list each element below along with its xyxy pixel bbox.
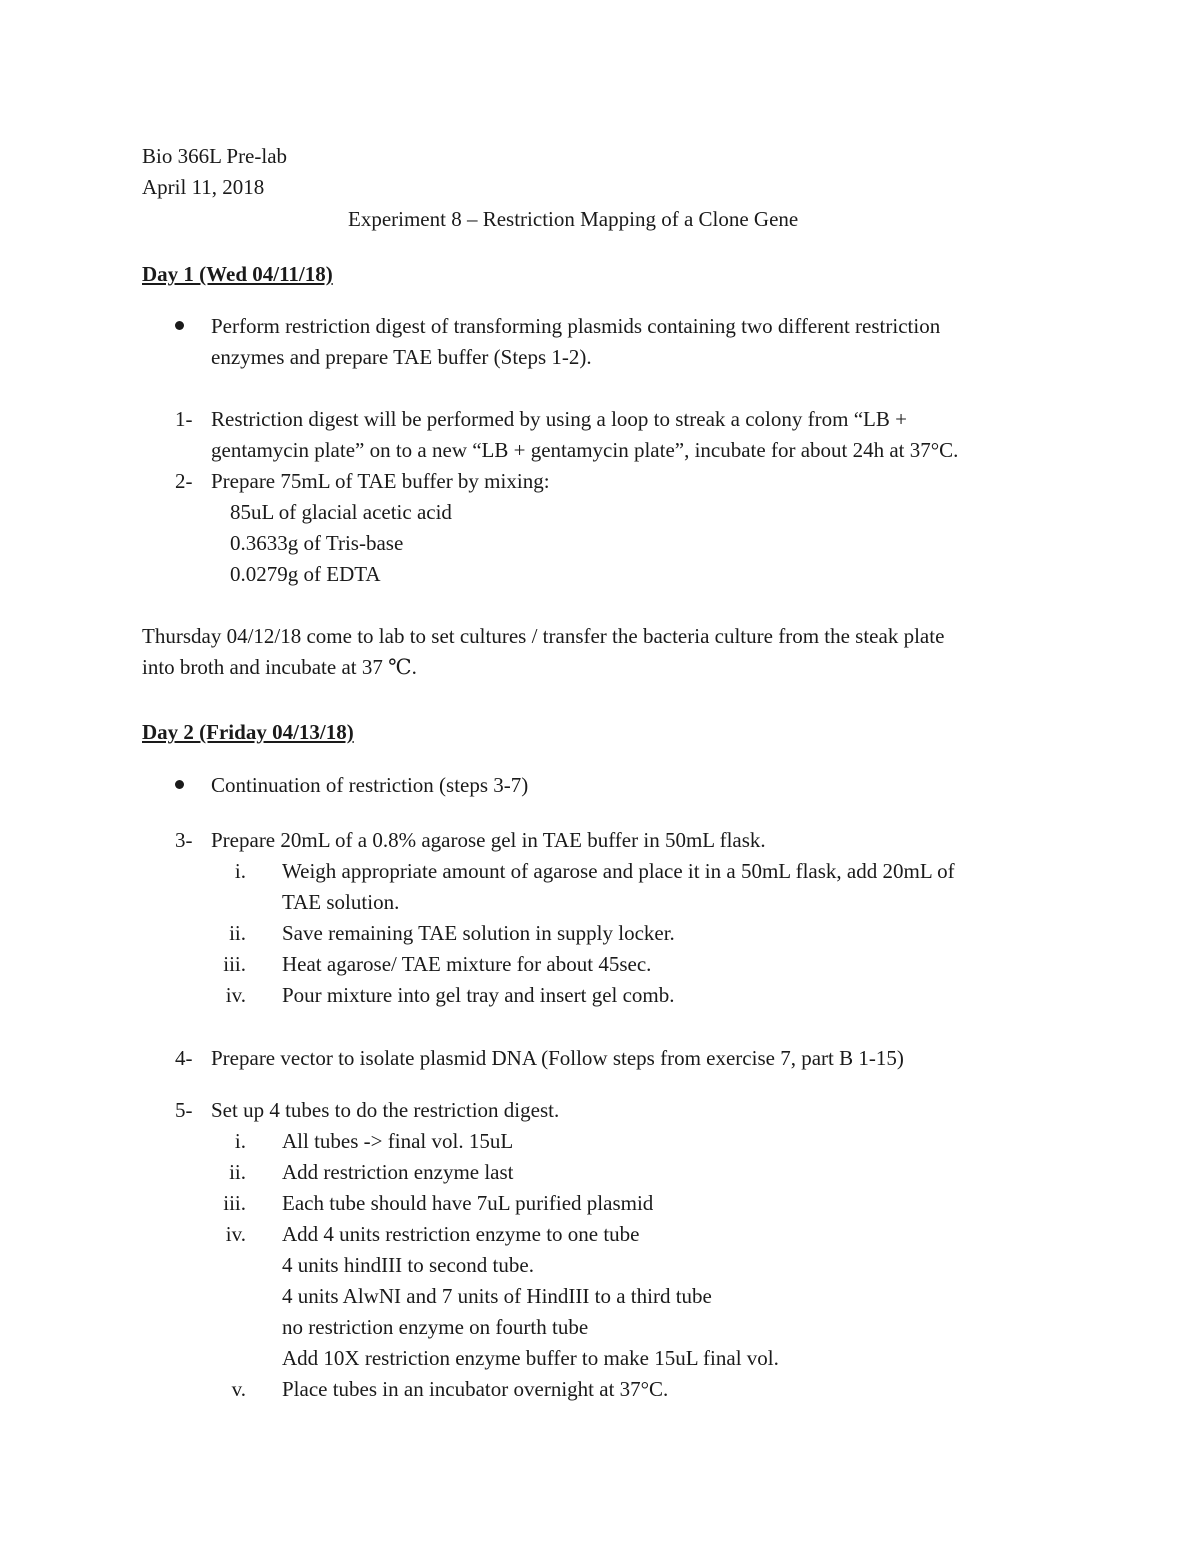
step-number: 5- — [175, 1098, 193, 1122]
bullet-icon — [175, 780, 184, 789]
sub-number: i. — [234, 859, 246, 883]
sub-number: iii. — [223, 1191, 246, 1215]
sub-number: iv. — [225, 983, 246, 1007]
day1-heading: Day 1 (Wed 04/11/18) — [142, 262, 333, 286]
step-number: 3- — [175, 828, 193, 852]
step-number: 1- — [175, 407, 193, 431]
step5-sub-line: 4 units AlwNI and 7 units of HindIII to a third tube — [282, 1284, 712, 1308]
step5-sub-line: All tubes -> final vol. 15uL — [282, 1129, 514, 1153]
step-number: 2- — [175, 469, 193, 493]
day1-bullet-line1: Perform restriction digest of transforming plasmids containing two different restriction — [211, 314, 941, 338]
sub-number: ii. — [229, 1160, 246, 1184]
bullet-icon — [175, 321, 184, 330]
step4-text: Prepare vector to isolate plasmid DNA (Follow steps from exercise 7, part B 1-15) — [211, 1046, 904, 1070]
step5-sub-line: Place tubes in an incubator overnight at 37°C. — [282, 1377, 669, 1401]
day2-heading: Day 2 (Friday 04/13/18) — [142, 720, 354, 744]
step2-line1: Prepare 75mL of TAE buffer by mixing: — [211, 469, 550, 493]
step2-item: 0.0279g of EDTA — [230, 562, 381, 586]
step-number: 4- — [175, 1046, 193, 1070]
step3-text: Prepare 20mL of a 0.8% agarose gel in TAE buffer in 50mL flask. — [211, 828, 766, 852]
sub-number: v. — [231, 1377, 246, 1401]
step3-sub-line: Heat agarose/ TAE mixture for about 45sec. — [282, 952, 652, 976]
step5-sub-line: Add restriction enzyme last — [282, 1160, 514, 1184]
step1-line2: gentamycin plate” on to a new “LB + gentamycin plate”, incubate for about 24h at 37°C. — [211, 438, 959, 462]
step5-sub-line: Add 10X restriction enzyme buffer to make 15uL final vol. — [282, 1346, 779, 1370]
sub-number: i. — [234, 1129, 246, 1153]
step2-item: 85uL of glacial acetic acid — [230, 500, 452, 524]
step3-sub-line: TAE solution. — [282, 890, 400, 914]
step5-sub-line: Each tube should have 7uL purified plasmid — [282, 1191, 654, 1215]
step5-sub-line: 4 units hindIII to second tube. — [282, 1253, 534, 1277]
step1-line1: Restriction digest will be performed by using a loop to streak a colony from “LB + — [211, 407, 907, 431]
sub-number: ii. — [229, 921, 246, 945]
course-title: Bio 366L Pre-lab — [142, 144, 288, 168]
step3-sub-line: Weigh appropriate amount of agarose and place it in a 50mL flask, add 20mL of — [282, 859, 955, 883]
step3-sub-line: Save remaining TAE solution in supply locker. — [282, 921, 675, 945]
sub-number: iv. — [225, 1222, 246, 1246]
day1-bullet-line2: enzymes and prepare TAE buffer (Steps 1-2). — [211, 345, 592, 369]
thursday-line2: into broth and incubate at 37 ℃. — [142, 655, 417, 679]
step2-item: 0.3633g of Tris-base — [230, 531, 404, 555]
experiment-title: Experiment 8 – Restriction Mapping of a Clone Gene — [348, 207, 799, 231]
step5-sub-line: Add 4 units restriction enzyme to one tube — [282, 1222, 640, 1246]
sub-number: iii. — [223, 952, 246, 976]
step5-sub-line: no restriction enzyme on fourth tube — [282, 1315, 589, 1339]
step5-text: Set up 4 tubes to do the restriction digest. — [211, 1098, 560, 1122]
thursday-line1: Thursday 04/12/18 come to lab to set cultures / transfer the bacteria culture from the steak plate — [142, 624, 945, 648]
document-date: April 11, 2018 — [142, 175, 265, 199]
step3-sub-line: Pour mixture into gel tray and insert gel comb. — [282, 983, 675, 1007]
day2-bullet: Continuation of restriction (steps 3-7) — [211, 773, 529, 797]
